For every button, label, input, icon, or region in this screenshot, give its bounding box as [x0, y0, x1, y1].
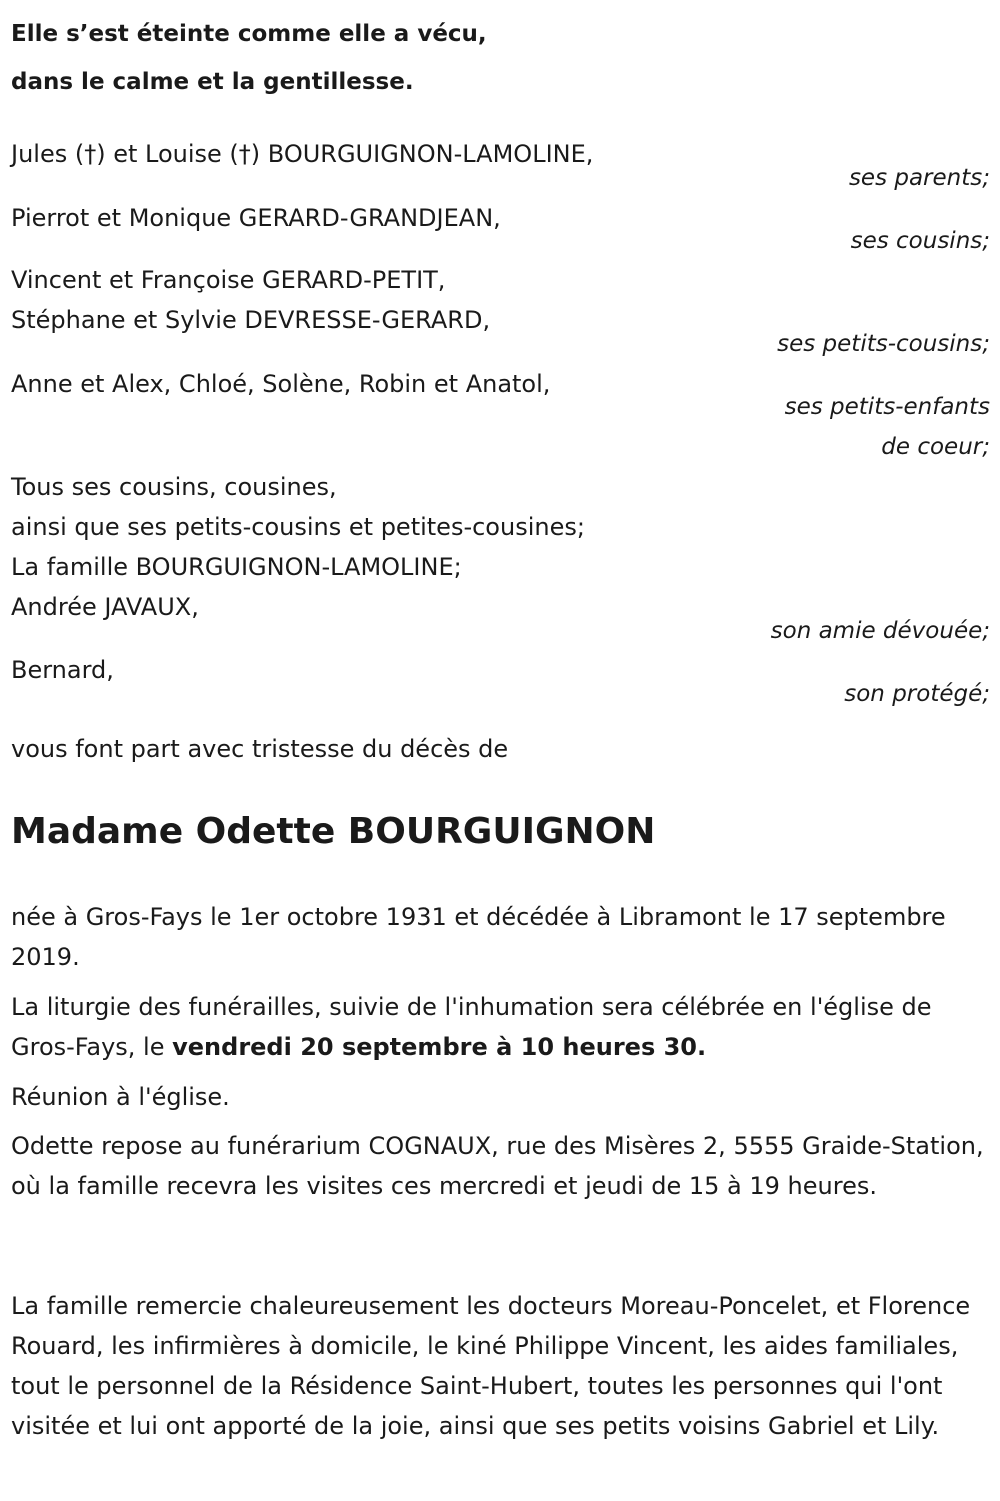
deceased-name: Madame Odette BOURGUIGNON: [11, 811, 656, 852]
friend-role: son amie dévouée;: [770, 618, 990, 644]
epigraph-line-1: Elle s’est éteinte comme elle a vécu,: [11, 21, 487, 47]
others-line-3: La famille BOURGUIGNON-LAMOLINE;: [11, 553, 462, 581]
family-cousins: Pierrot et Monique GERARD-GRANDJEAN,: [11, 204, 501, 232]
others-line-2: ainsi que ses petits-cousins et petites-cousines;: [11, 513, 585, 541]
friend-name: Andrée JAVAUX,: [11, 593, 199, 621]
petits-enfants-role-line-2: de coeur;: [881, 434, 990, 460]
cousins-role: ses cousins;: [850, 228, 990, 254]
petits-cousins-line-2: Stéphane et Sylvie DEVRESSE-GERARD,: [11, 306, 491, 334]
funerarium-paragraph: Odette repose au funérarium COGNAUX, rue des Misères 2, 5555 Graide-Station, où la famille recevra les visites ces mercredi et jeudi de 15 à 19 heures.: [11, 1132, 984, 1200]
funeral-text: La liturgie des funérailles, suivie de l'inhumation sera célébrée en l'église de Gros-Fays, le: [11, 993, 932, 1061]
thanks-paragraph: La famille remercie chaleureusement les docteurs Moreau-Poncelet, et Florence Rouard, les infirmières à domicile, le kiné Philippe Vincent, les aides familiales, tout le personnel de la Résidence Saint-Hubert, toutes les personnes qui l'ont visitée et lui ont apporté de la joie, ainsi que ses petits voisins Gabriel et Lily.: [11, 1292, 971, 1440]
funeral-paragraph: [11, 987, 990, 1067]
parents-role: ses parents;: [848, 165, 990, 191]
petits-cousins-line-1: Vincent et Françoise GERARD-PETIT,: [11, 266, 446, 294]
parents-names: Jules (†) et Louise (†) BOURGUIGNON-LAMOLINE,: [11, 140, 594, 168]
petits-cousins-role: ses petits-cousins;: [777, 331, 990, 357]
protege-name: Bernard,: [11, 656, 114, 684]
protege-role: son protégé;: [844, 681, 990, 707]
petits-enfants-role-line-1: ses petits-enfants: [784, 394, 990, 420]
petits-enfants: Anne et Alex, Chloé, Solène, Robin et Anatol,: [11, 370, 551, 398]
epigraph: [11, 10, 487, 106]
meeting-paragraph: Réunion à l'église.: [11, 1083, 230, 1111]
epigraph-line-2: dans le calme et la gentillesse.: [11, 69, 414, 95]
birth-death-paragraph: née à Gros-Fays le 1er octobre 1931 et décédée à Libramont le 17 septembre 2019.: [11, 903, 946, 971]
others-line-1: Tous ses cousins, cousines,: [11, 473, 337, 501]
funeral-date: vendredi 20 septembre à 10 heures 30.: [172, 1033, 707, 1061]
announcement: vous font part avec tristesse du décès de: [11, 735, 509, 763]
